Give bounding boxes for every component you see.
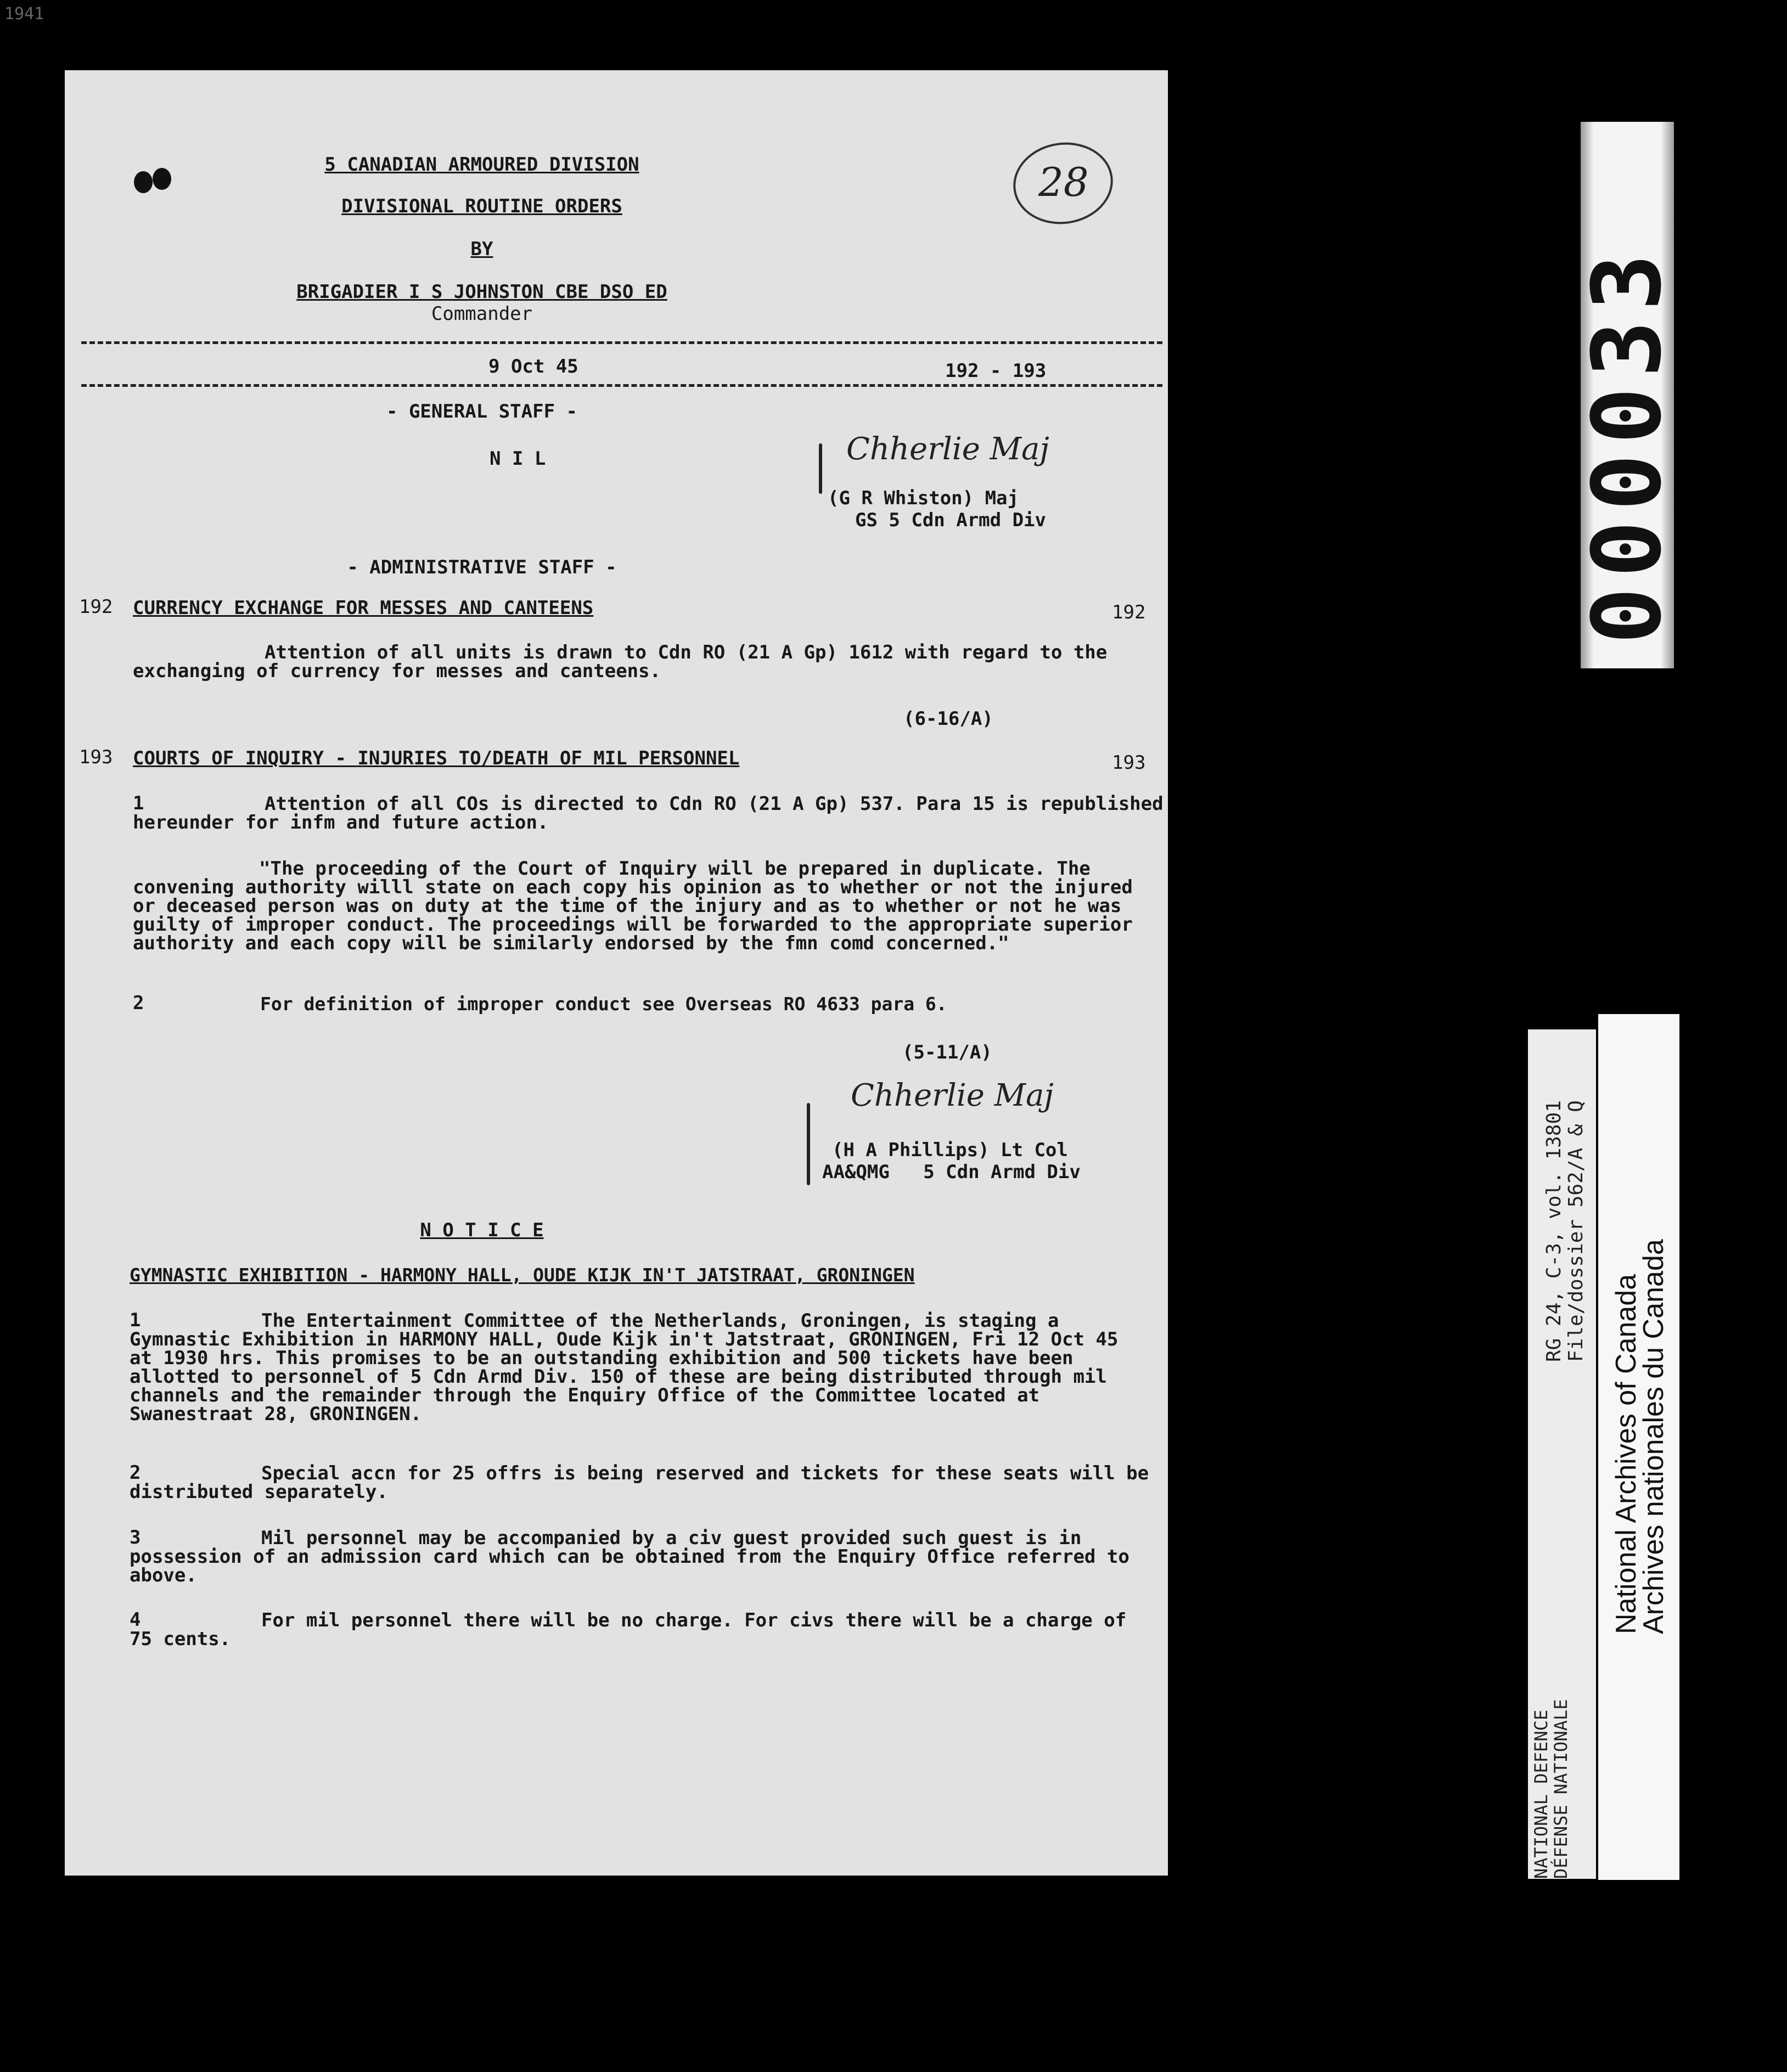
punch-hole-mark	[134, 171, 153, 193]
signature-2: Chherlie Maj	[851, 1078, 1054, 1113]
corner-mark: 1941	[4, 4, 44, 24]
archives-name-en: National Archives of Canada	[1610, 1274, 1642, 1634]
archive-label-nd-en: NATIONAL DEFENCE	[1531, 1709, 1552, 1879]
order-193-number: 193	[79, 746, 113, 768]
archive-label-nd-fr: DÉFENSE NATIONALE	[1550, 1699, 1571, 1879]
order-range: 192 - 193	[945, 360, 1047, 382]
administrative-staff-heading: - ADMINISTRATIVE STAFF -	[347, 556, 617, 578]
gs-signatory-name: (G R Whiston) Maj	[828, 487, 1019, 509]
notice-para-2-number: 2	[130, 1462, 141, 1484]
order-193-reference: (5-11/A)	[902, 1041, 992, 1063]
order-193-para-2-number: 2	[133, 992, 144, 1014]
archives-name-fr: Archives nationales du Canada	[1638, 1239, 1670, 1634]
notice-para-4-number: 4	[130, 1609, 141, 1631]
order-193-quoted-para: "The proceeding of the Court of Inquiry will be prepared in duplicate. The convening authority willl state on each copy his opinion as to whether or not the injured or deceased person was on duty at the time of the injury and as to whether or not he was guilty of improper conduct. The proceedings will be forwarded to the appropriate superior authority and each copy will be similarly endorsed by the fmn comd concerned."	[133, 858, 1133, 954]
notice-para-1: The Entertainment Committee of the Netherlands, Groningen, is staging a Gymnastic Exhibition in HARMONY HALL, Oude Kijk in't Jatstraat, GRONINGEN, Fri 12 Oct 45 at 1930 hrs. This promises to be an outstanding exhibition and 500 tickets have been allotted to personnel of 5 Cdn Armd Div. 150 of these are being distributed through mil channels and the remainder through the Enquiry Office of the Committee located at Swanestraat 28, GRONINGEN.	[130, 1310, 1119, 1425]
order-192-number-right: 192	[1112, 601, 1146, 623]
dashed-rule-top	[81, 341, 1162, 344]
order-193-para-1-number: 1	[133, 792, 144, 814]
document-page	[65, 70, 1168, 1876]
commander-role: Commander	[431, 303, 533, 325]
gs-signatory-unit: GS 5 Cdn Armd Div	[855, 509, 1046, 531]
general-staff-heading: - GENERAL STAFF -	[386, 401, 577, 423]
notice-para-3-number: 3	[130, 1527, 141, 1549]
dashed-rule-bottom	[81, 384, 1162, 387]
issue-date: 9 Oct 45	[488, 356, 578, 378]
aaqmg-signatory-name: (H A Phillips) Lt Col	[832, 1139, 1068, 1161]
signature-stroke	[807, 1103, 810, 1185]
punch-hole-mark	[153, 168, 171, 190]
general-staff-nil: N I L	[490, 448, 546, 470]
circled-page-number-text: 28	[1038, 159, 1089, 205]
order-193-para-1: Attention of all COs is directed to Cdn RO (21 A Gp) 537. Para 15 is republished hereunder for infm and future action.	[133, 793, 1164, 834]
order-193-title: COURTS OF INQUIRY - INJURIES TO/DEATH OF MIL PERSONNEL	[133, 747, 740, 769]
order-192-title: CURRENCY EXCHANGE FOR MESSES AND CANTEENS	[133, 597, 594, 619]
archive-label-file: File/dossier 562/A & Q	[1565, 1100, 1587, 1362]
notice-heading: N O T I C E	[420, 1219, 544, 1241]
division-title: 5 CANADIAN ARMOURED DIVISION	[324, 154, 639, 176]
aaqmg-signatory-unit: AA&QMG 5 Cdn Armd Div	[822, 1161, 1081, 1183]
orders-title: DIVISIONAL ROUTINE ORDERS	[341, 195, 622, 217]
order-192-reference: (6-16/A)	[903, 708, 993, 730]
notice-para-3: Mil personnel may be accompanied by a civ guest provided such guest is in possession of an admission card which can be obtained from the Enquiry Office referred to above.	[130, 1527, 1129, 1586]
microfilm-frame-counter	[1572, 122, 1682, 668]
order-193-number-right: 193	[1112, 752, 1146, 774]
order-193-para-2: For definition of improper conduct see Overseas RO 4633 para 6.	[260, 993, 947, 1015]
signature-1: Chherlie Maj	[846, 431, 1049, 467]
frame-counter-digits: 000033	[1572, 244, 1682, 644]
archive-reference-label	[1528, 1029, 1596, 1879]
notice-para-2: Special accn for 25 offrs is being reserved and tickets for these seats will be distributed separately.	[130, 1462, 1149, 1503]
signature-stroke	[819, 443, 822, 494]
archive-label-rg: RG 24, C-3, vol. 13801	[1543, 1100, 1565, 1362]
order-192-number: 192	[79, 596, 113, 618]
notice-para-1-number: 1	[130, 1309, 141, 1331]
archives-name-strip	[1598, 1014, 1679, 1880]
notice-para-4: For mil personnel there will be no charge. For civs there will be a charge of 75 cents.	[130, 1609, 1127, 1650]
commander-name: BRIGADIER I S JOHNSTON CBE DSO ED	[296, 281, 667, 303]
notice-title: GYMNASTIC EXHIBITION - HARMONY HALL, OUDE KIJK IN'T JATSTRAAT, GRONINGEN	[130, 1264, 915, 1286]
order-192-body: Attention of all units is drawn to Cdn RO (21 A Gp) 1612 with regard to the exchanging of currency for messes and canteens.	[133, 641, 1108, 682]
by-line: BY	[470, 238, 493, 260]
